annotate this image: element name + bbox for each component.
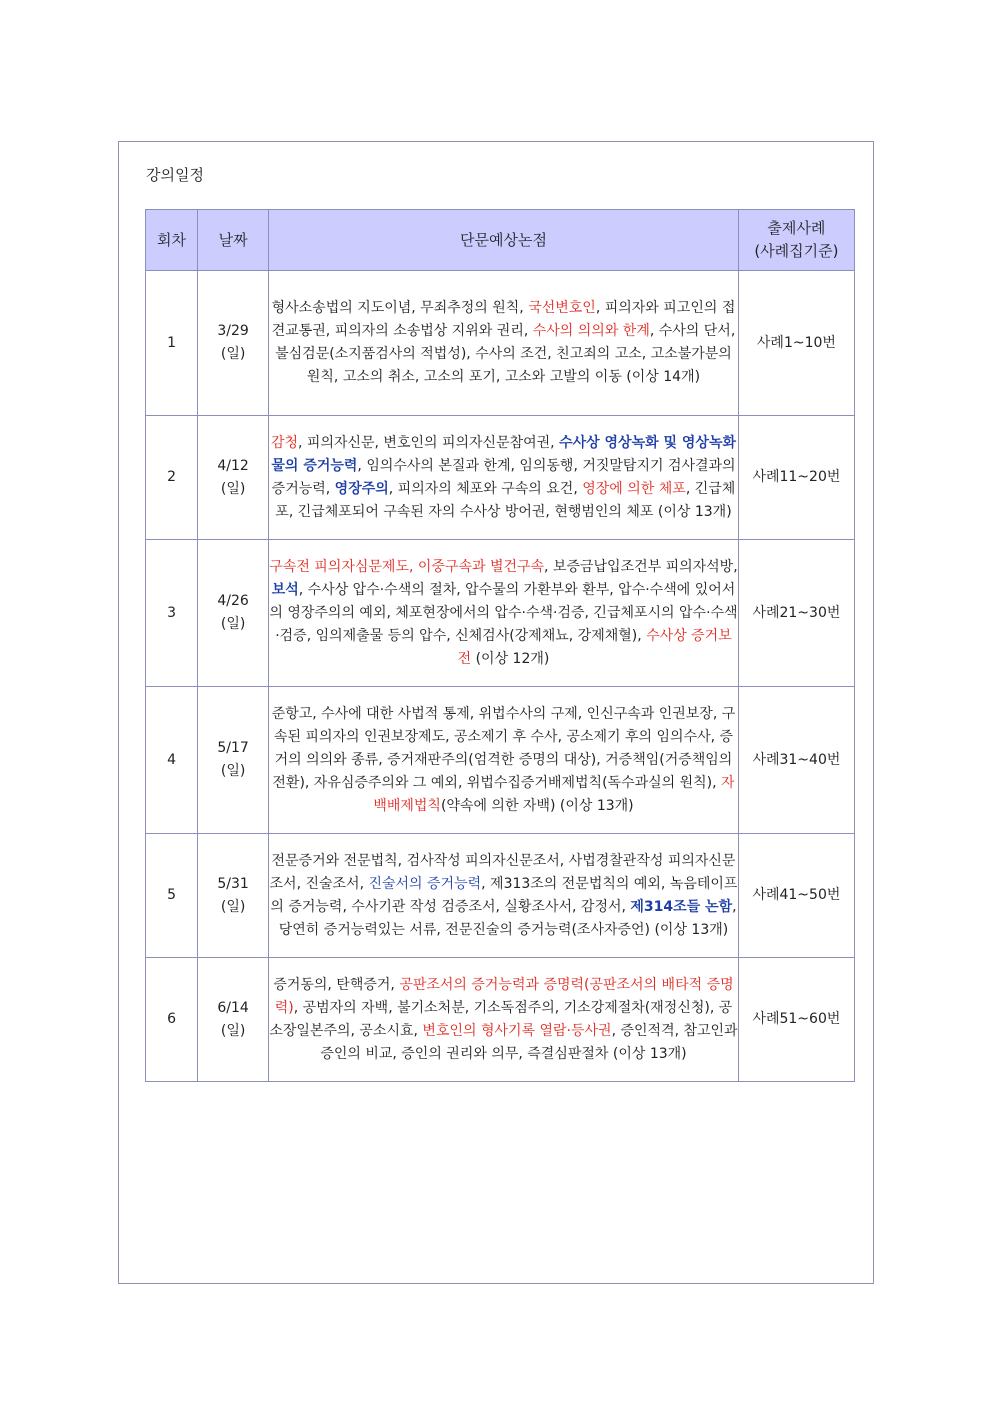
highlighted-topic: 수사상 영상녹화 및 영상녹화물의 증거능력 — [271, 434, 736, 474]
topic-text: , 피의자와 피고인의 접견교통권, 피의자의 소송법상 지위와 권리, — [271, 300, 736, 339]
header-date: 날짜 — [198, 210, 269, 271]
topic-cell — [269, 958, 739, 1082]
highlighted-topic: 공판조서의 증거능력과 증명력(공판조서의 배타적 증명력) — [274, 976, 734, 1016]
day-of-week: (일) — [220, 763, 246, 779]
topic-text: 준항고, 수사에 대한 사법적 통제, 위법수사의 구제, 인신구속과 인권보장, 구속된 피의자의 인권보장제도, 공소제기 후 수사, 공소제기 후의 임의수사, 증거의 의의와 종류, 증거재판주의(엄격한 증명의 대상), 거증책임(거증책임의 전환), 자유심증주의와 그 예외, 위법수집증거배제법칙(독수과실의 원칙), — [271, 705, 736, 791]
topic-text: (이상 12개) — [471, 650, 550, 667]
date-value: 3/29 — [217, 323, 249, 339]
topic-text: 증거동의, 탄핵증거, — [273, 976, 400, 993]
day-of-week: (일) — [220, 346, 246, 362]
session-number: 6 — [146, 958, 198, 1082]
topic-text: , 당연히 증거능력있는 서류, 전문진술의 증거능력(조사자증언) (이상 13개) — [278, 898, 737, 938]
session-date — [198, 687, 269, 834]
session-number: 4 — [146, 687, 198, 834]
highlighted-topic: 국선변호인 — [528, 300, 596, 316]
example-range: 사례1~10번 — [738, 271, 854, 416]
topic-text: , 증인적격, 참고인과 증인의 비교, 증인의 권리와 의무, 즉결심판절차 (이상 13개) — [320, 1022, 738, 1062]
date-value: 4/12 — [217, 457, 249, 474]
session-number: 5 — [146, 834, 198, 958]
topic-text: 전문증거와 전문법칙, 검사작성 피의자신문조서, 사법경찰관작성 피의자신문조서, 진술조서, — [269, 852, 736, 892]
highlighted-topic: 자백배제법칙 — [373, 774, 735, 814]
day-of-week: (일) — [220, 1022, 246, 1039]
topic-text: 형사소송법의 지도이념, 무죄추정의 원칙, — [271, 300, 529, 316]
topic-cell — [269, 416, 739, 540]
topic-text: , 피의자신문, 변호인의 피의자신문참여권, — [298, 434, 560, 451]
topic-text: , 수사상 압수·수색의 절차, 압수물의 가환부와 환부, 압수·수색에 있어서의 영장주의의 예외, 체포현장에서의 압수·수색·검증, 긴급체포시의 압수·수색·검증, 임의제출물 등의 압수, 신체검사(강제채뇨, 강제채혈), — [269, 581, 738, 644]
highlighted-topic: 수사의 의의와 한계 — [532, 323, 650, 339]
highlighted-topic: 영장주의 — [334, 480, 389, 497]
session-date — [198, 958, 269, 1082]
header-examples — [738, 210, 854, 271]
example-range: 사례31~40번 — [738, 687, 854, 834]
topic-text: , 공범자의 자백, 불기소처분, 기소독점주의, 기소강제절차(재정신청), 공소장일본주의, 공소시효, — [269, 999, 733, 1039]
session-date — [198, 416, 269, 540]
schedule-table — [145, 209, 855, 1082]
topic-text: , 임의수사의 본질과 한계, 임의동행, 거짓말탐지기 검사결과의 증거능력, — [271, 457, 736, 497]
topic-cell — [269, 271, 739, 416]
topic-text: (약속에 의한 자백) (이상 13개) — [440, 797, 634, 814]
day-of-week: (일) — [220, 616, 246, 632]
table-row — [146, 271, 855, 416]
table-row — [146, 687, 855, 834]
highlighted-topic: 변호인의 형사기록 열람·등사권 — [422, 1022, 612, 1039]
header-topic: 단문예상논점 — [269, 210, 739, 271]
header-examples-line2: (사례집기준) — [754, 242, 839, 260]
highlighted-topic: 진술서의 증거능력 — [368, 875, 482, 892]
example-range: 사례21~30번 — [738, 540, 854, 687]
day-of-week: (일) — [220, 898, 246, 915]
date-value: 5/17 — [217, 740, 249, 756]
session-number: 1 — [146, 271, 198, 416]
topic-text: , 제313조의 전문법칙의 예외, 녹음테이프의 증거능력, 수사기관 작성 검증조서, 실황조사서, 감정서, — [270, 875, 738, 915]
session-date — [198, 834, 269, 958]
topic-text: , 보증금납입조건부 피의자석방, — [544, 558, 738, 575]
table-row — [146, 958, 855, 1082]
topic-cell — [269, 540, 739, 687]
session-number: 3 — [146, 540, 198, 687]
header-no: 회차 — [146, 210, 198, 271]
topic-text: , 긴급체포, 긴급체포되어 구속된 자의 수사상 방어권, 현행범인의 체포 (이상 13개) — [275, 480, 736, 520]
topic-text: , 피의자의 체포와 구속의 요건, — [388, 480, 583, 497]
date-value: 6/14 — [217, 999, 249, 1016]
topic-cell — [269, 834, 739, 958]
table-row — [146, 834, 855, 958]
header-examples-line1: 출제사례 — [767, 219, 826, 237]
session-date — [198, 540, 269, 687]
section-title: 강의일정 — [146, 166, 204, 184]
page-frame — [118, 141, 874, 1284]
session-date — [198, 271, 269, 416]
highlighted-topic: 영장에 의한 체포 — [582, 480, 686, 497]
session-number: 2 — [146, 416, 198, 540]
topic-text: , 수사의 단서, 불심검문(소지품검사의 적법성), 수사의 조건, 친고죄의 고소, 고소불가분의 원칙, 고소의 취소, 고소의 포기, 고소와 고발의 이동 (이상 14개) — [275, 323, 736, 385]
highlighted-topic: 구속전 피의자심문제도, 이중구속과 별건구속 — [269, 558, 545, 575]
highlighted-topic: 감청 — [270, 434, 299, 451]
table-row — [146, 540, 855, 687]
example-range: 사례51~60번 — [738, 958, 854, 1082]
highlighted-topic: 보석 — [271, 581, 299, 598]
highlighted-topic: 제314조들 논함 — [630, 898, 733, 915]
highlighted-topic: 수사상 증거보전 — [457, 627, 732, 667]
header-row — [146, 210, 855, 271]
date-value: 4/26 — [217, 593, 249, 609]
date-value: 5/31 — [217, 875, 249, 892]
topic-cell — [269, 687, 739, 834]
day-of-week: (일) — [220, 480, 246, 497]
table-row — [146, 416, 855, 540]
example-range: 사례41~50번 — [738, 834, 854, 958]
example-range: 사례11~20번 — [738, 416, 854, 540]
